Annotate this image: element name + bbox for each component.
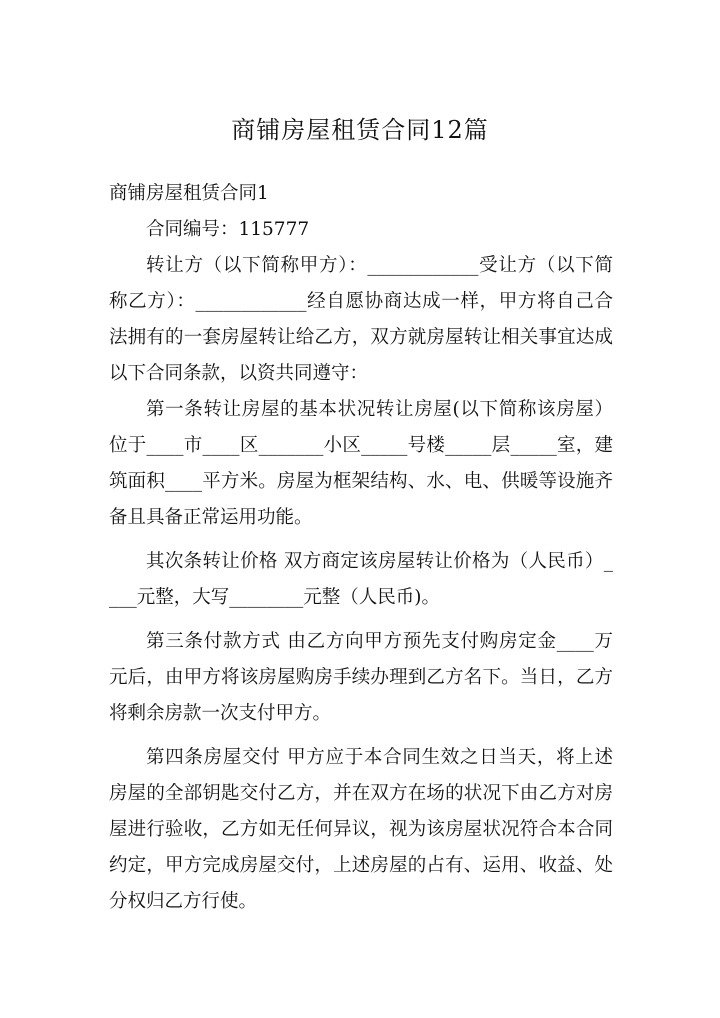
paragraph-parties: 转让方（以下简称甲方）：____________受让方（以下简称乙方）：____________经自愿协商达成一样，甲方将自己合法拥有的一套房屋转让给乙方，双方就房屋转让相关事宜达成以下合同条款，以资共同遵守： [109,255,613,384]
contract-number: 合同编号：115777 [146,219,310,240]
paragraph-article-2: 其次条转让价格 双方商定该房屋转让价格为（人民币）____元整，大写________元整（人民币)。 [109,551,613,608]
paragraph-article-1: 第一条转让房屋的基本状况转让房屋(以下简称该房屋）位于____市____区_______小区_____号楼_____层_____室，建筑面积____平方米。房屋为框架结构、水、电、供暖等设施齐备且具备正常运用功能。 [109,399,613,528]
paragraph-article-3: 第三条付款方式 由乙方向甲方预先支付购房定金____万元后，由甲方将该房屋购房手续办理到乙方名下。当日，乙方将剩余房款一次支付甲方。 [109,631,613,724]
contract-subtitle: 商铺房屋租赁合同1 [109,183,269,204]
paragraph-article-4: 第四条房屋交付 甲方应于本合同生效之日当天，将上述房屋的全部钥匙交付乙方，并在双方在场的状况下由乙方对房屋进行验收，乙方如无任何异议，视为该房屋状况符合本合同约定，甲方完成房屋交付，上述房屋的占有、运用、收益、处分权归乙方行使。 [109,747,613,912]
document-body [109,176,613,920]
document-title: 商铺房屋租赁合同12篇 [231,116,489,144]
